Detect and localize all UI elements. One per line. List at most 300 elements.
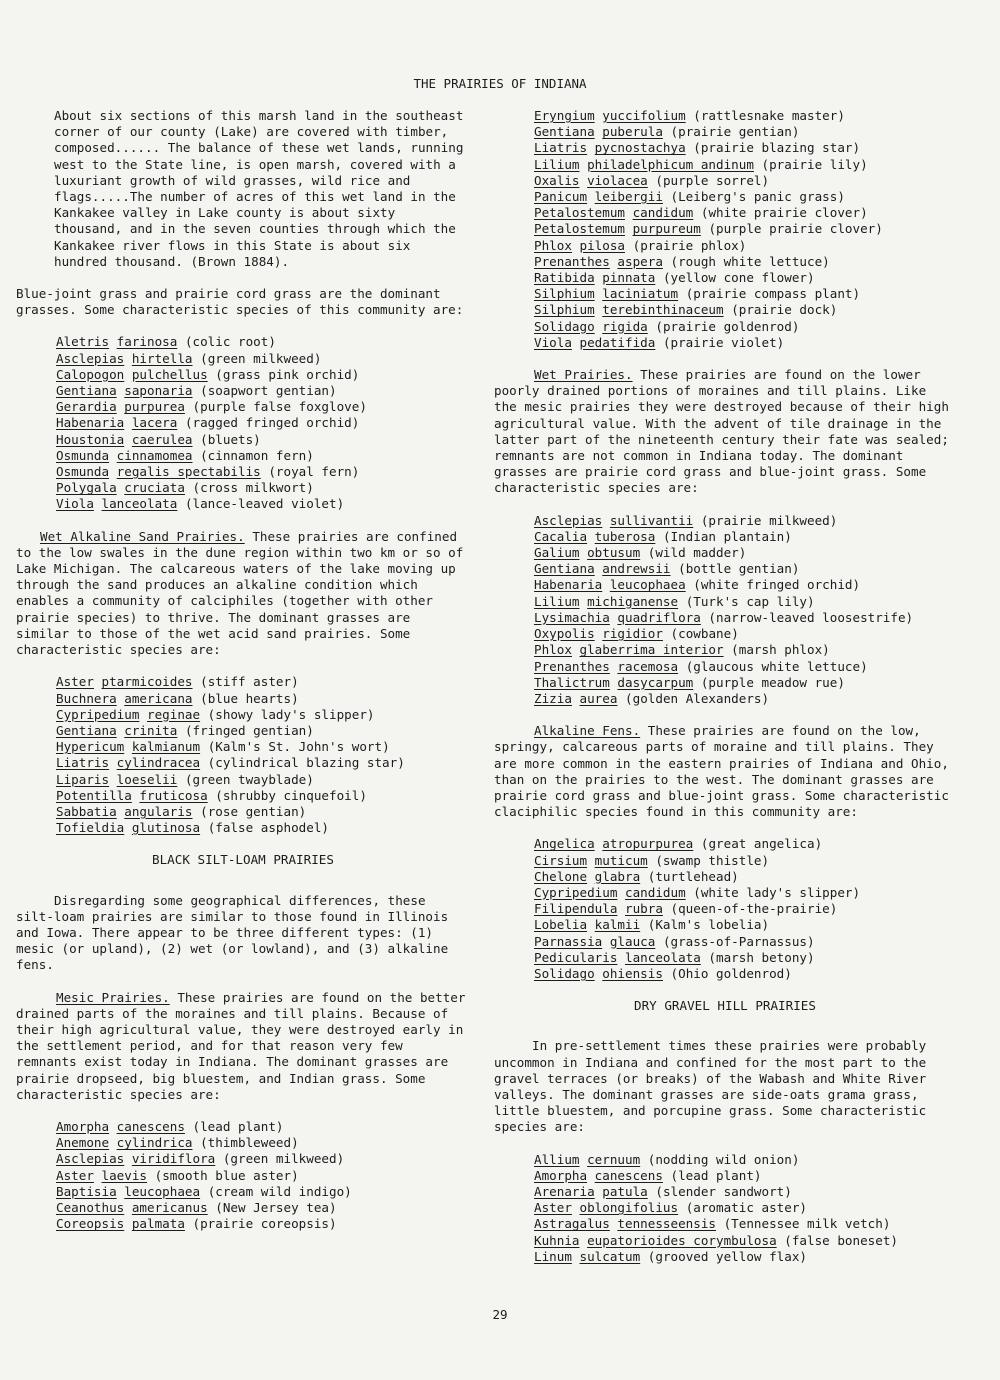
species-epithet: rigida — [602, 318, 648, 334]
genus-name: Asclepias — [56, 1151, 125, 1167]
species-list — [494, 108, 956, 351]
black-silt-paragraph: Disregarding some geographical differences, these silt-loam prairies are similar to those found in Illinois and Iowa. There appear to be three different types: (1) mesic (or upland), (2) wet (or lowland), and (3) alkaline fens. — [16, 892, 449, 973]
genus-name: Filipendula — [534, 901, 618, 917]
species-list — [16, 334, 470, 512]
section-heading: Mesic Prairies. — [56, 989, 170, 1005]
common-name: (prairie violet) — [662, 334, 785, 350]
species-item — [534, 577, 956, 593]
common-name: (yellow cone flower) — [662, 270, 815, 286]
species-item — [534, 691, 956, 707]
genus-name: Allium — [534, 1151, 580, 1167]
common-name: (prairie compass plant) — [685, 286, 861, 302]
genus-name: Solidago — [534, 965, 595, 981]
species-epithet: americana — [124, 690, 193, 706]
species-epithet: glaberrima interior — [579, 642, 724, 658]
common-name: (cowbane) — [670, 626, 739, 642]
species-epithet: pulchellus — [131, 366, 208, 382]
genus-name: Prenanthes — [534, 253, 610, 269]
species-item — [56, 755, 470, 771]
genus-name: Potentilla — [56, 787, 132, 803]
species-item — [56, 480, 470, 496]
genus-name: Solidago — [534, 318, 595, 334]
species-item — [56, 1119, 470, 1135]
common-name: (slender sandwort) — [655, 1183, 792, 1199]
species-item — [534, 626, 956, 642]
species-item — [534, 124, 956, 140]
genus-name: Sabbatia — [56, 803, 117, 819]
section-title: DRY GRAVEL HILL PRAIRIES — [634, 998, 816, 1014]
species-epithet: patula — [602, 1183, 648, 1199]
common-name: (rattlesnake master) — [693, 108, 845, 123]
species-epithet: saponaria — [124, 383, 193, 399]
species-epithet: hirtella — [131, 350, 193, 366]
common-name: (lance-leaved violet) — [184, 496, 345, 512]
common-name: (Ohio goldenrod) — [670, 965, 792, 981]
species-item — [534, 675, 956, 691]
genus-name: Habenaria — [534, 577, 603, 593]
common-name: (cinnamon fern) — [200, 447, 314, 463]
intro-paragraph: Blue-joint grass and prairie cord grass are the dominant grasses. Some characteristic species of this community are: — [16, 286, 464, 318]
species-item — [534, 642, 956, 658]
species-item — [534, 885, 956, 901]
genus-name: Osmunda — [56, 464, 110, 480]
common-name: (prairie gentian) — [670, 124, 800, 140]
common-name: (false asphodel) — [207, 820, 330, 836]
species-list — [16, 674, 470, 836]
species-item — [56, 723, 470, 739]
common-name: (rose gentian) — [200, 803, 307, 819]
wet-alkaline-paragraph: Wet Alkaline Sand Prairies. These prairies are confined to the low swales in the dune region within two km or so of Lake Michigan. The calcareous waters of the lake moving up through the sand produces an alkaline condition which enables a community of calciphiles (together with other prairie species) to thrive. The dominant grasses are similar to those of the wet acid sand prairies. Some characteristic species are: — [16, 528, 464, 658]
genus-name: Silphium — [534, 286, 595, 302]
species-item — [56, 804, 470, 820]
species-item — [56, 1135, 470, 1151]
genus-name: Coreopsis — [56, 1216, 125, 1232]
species-epithet: violacea — [587, 172, 648, 188]
common-name: (prairie phlox) — [632, 237, 747, 253]
genus-name: Arenaria — [534, 1183, 595, 1199]
common-name: (thimbleweed) — [200, 1135, 299, 1151]
species-epithet: obtusum — [587, 545, 641, 561]
species-epithet: leucophaea — [124, 1183, 201, 1199]
species-item — [534, 108, 956, 124]
common-name: (colic root) — [184, 334, 276, 350]
species-epithet: cernuum — [587, 1151, 641, 1167]
species-epithet: glutinosa — [131, 820, 201, 836]
species-item — [56, 1184, 470, 1200]
species-epithet: candidum — [625, 884, 686, 900]
species-epithet: cinnamomea — [116, 447, 193, 463]
species-item — [534, 140, 956, 156]
common-name: (narrow-leaved loosestrife) — [708, 609, 914, 625]
common-name: (stiff aster) — [200, 674, 299, 690]
species-item — [56, 448, 470, 464]
species-epithet: yuccifolium — [602, 108, 686, 123]
genus-name: Lilium — [534, 593, 580, 609]
common-name: (New Jersey tea) — [215, 1199, 337, 1215]
species-epithet: pedatifida — [579, 334, 656, 350]
species-item — [534, 254, 956, 270]
species-item — [534, 529, 956, 545]
species-epithet: leucophaea — [609, 577, 686, 593]
species-item — [534, 286, 956, 302]
common-name: (lead plant) — [192, 1118, 284, 1134]
genus-name: Liatris — [56, 755, 110, 771]
species-item — [534, 302, 956, 318]
species-epithet: quadriflora — [617, 609, 701, 625]
species-epithet: purpureum — [632, 221, 701, 237]
common-name: (purple meadow rue) — [700, 674, 845, 690]
species-item — [56, 772, 470, 788]
genus-name: Cirsium — [534, 852, 588, 868]
species-epithet: aurea — [579, 690, 618, 706]
common-name: (Kalm's St. John's wort) — [207, 739, 390, 755]
species-item — [56, 1168, 470, 1184]
common-name: (swamp thistle) — [655, 852, 770, 868]
species-epithet: angularis — [124, 803, 193, 819]
common-name: (queen-of-the-prairie) — [670, 901, 838, 917]
species-list — [494, 513, 956, 707]
species-epithet: philadelphicum andinum — [587, 156, 754, 172]
section-title: BLACK SILT-LOAM PRAIRIES — [152, 852, 334, 868]
species-epithet: tennesseensis — [617, 1216, 716, 1232]
genus-name: Lobelia — [534, 917, 588, 933]
species-epithet: leibergii — [594, 189, 663, 205]
species-epithet: canescens — [116, 1118, 185, 1134]
genus-name: Asclepias — [56, 350, 125, 366]
species-item — [534, 221, 956, 237]
species-epithet: farinosa — [116, 334, 178, 350]
species-item — [56, 399, 470, 415]
common-name: (wild madder) — [647, 545, 747, 561]
genus-name: Tofieldia — [56, 820, 125, 836]
common-name: (white fringed orchid) — [693, 577, 861, 593]
common-name: (Leiberg's panic grass) — [670, 189, 845, 205]
common-name: (white prairie clover) — [700, 205, 868, 221]
common-name: (prairie coreopsis) — [192, 1216, 337, 1232]
species-epithet: pycnostachya — [594, 140, 686, 156]
species-item — [534, 319, 956, 335]
species-epithet: rubra — [625, 901, 663, 917]
common-name: (bluets) — [200, 431, 261, 447]
common-name: (prairie lily) — [761, 156, 868, 172]
species-list — [494, 836, 956, 982]
species-epithet: ptarmicoides — [101, 674, 193, 690]
species-epithet: laciniatum — [602, 286, 679, 302]
species-epithet: purpurea — [124, 399, 185, 415]
species-item — [534, 545, 956, 561]
genus-name: Gentiana — [56, 722, 117, 738]
genus-name: Cypripedium — [534, 884, 618, 900]
genus-name: Silphium — [534, 302, 595, 318]
common-name: (ragged fringed orchid) — [184, 415, 360, 431]
genus-name: Gentiana — [534, 124, 595, 140]
genus-name: Thalictrum — [534, 674, 610, 690]
species-epithet: ohiensis — [602, 965, 663, 981]
page-title: THE PRAIRIES OF INDIANA — [413, 76, 587, 91]
genus-name: Parnassia — [534, 933, 603, 949]
common-name: (cylindrical blazing star) — [207, 755, 405, 771]
species-epithet: cylindrica — [116, 1135, 193, 1151]
species-item — [534, 934, 956, 950]
species-epithet: kalmii — [594, 917, 641, 933]
species-item — [56, 496, 470, 512]
species-item — [56, 691, 470, 707]
common-name: (green milkweed) — [222, 1151, 345, 1167]
genus-name: Astragalus — [534, 1216, 610, 1232]
species-epithet: terebinthinaceum — [602, 302, 724, 318]
common-name: (white lady's slipper) — [693, 884, 861, 900]
species-item — [534, 513, 956, 529]
species-epithet: crinita — [124, 722, 178, 738]
species-epithet: fruticosa — [139, 787, 208, 803]
genus-name: Viola — [534, 334, 572, 350]
species-item — [534, 205, 956, 221]
species-epithet: muticum — [594, 852, 648, 868]
genus-name: Oxalis — [534, 172, 580, 188]
genus-name: Phlox — [534, 642, 572, 658]
species-item — [56, 707, 470, 723]
common-name: (lead plant) — [670, 1167, 762, 1183]
common-name: (cream wild indigo) — [207, 1183, 352, 1199]
mesic-paragraph: Mesic Prairies. These prairies are found on the better drained parts of the moraines and till plains. Because of their high agricultural value, they were destroyed early in the settlement period, and for that reason very few remnants exist today in Indiana. The dominant grasses are prairie dropseed, big bluestem, and Indian grass. Some characteristic species are: — [16, 989, 466, 1102]
species-epithet: andrewsii — [602, 561, 671, 577]
common-name: (smooth blue aster) — [154, 1167, 299, 1183]
genus-name: Cypripedium — [56, 706, 140, 722]
species-item — [534, 189, 956, 205]
species-epithet: kalmianum — [131, 739, 201, 755]
species-epithet: loeselii — [116, 771, 178, 787]
genus-name: Viola — [56, 496, 94, 512]
genus-name: Liatris — [534, 140, 588, 156]
common-name: (showy lady's slipper) — [207, 706, 375, 722]
genus-name: Lysimachia — [534, 609, 610, 625]
species-epithet: palmata — [131, 1216, 185, 1232]
genus-name: Baptisia — [56, 1183, 117, 1199]
genus-name: Aster — [534, 1200, 572, 1216]
species-item — [56, 739, 470, 755]
species-item — [56, 383, 470, 399]
common-name: (great angelica) — [700, 836, 823, 852]
common-name: (grooved yellow flax) — [647, 1248, 808, 1264]
species-epithet: cylindracea — [116, 755, 201, 771]
species-epithet: atropurpurea — [602, 836, 694, 852]
species-epithet: dasycarpum — [617, 674, 694, 690]
common-name: (royal fern) — [268, 464, 360, 480]
species-item — [534, 1216, 956, 1232]
genus-name: Gentiana — [56, 383, 117, 399]
species-epithet: glauca — [609, 933, 656, 949]
common-name: (marsh betony) — [708, 949, 815, 965]
genus-name: Amorpha — [56, 1118, 110, 1134]
genus-name: Habenaria — [56, 415, 125, 431]
genus-name: Lilium — [534, 156, 580, 172]
genus-name: Zizia — [534, 690, 572, 706]
genus-name: Polygala — [56, 480, 117, 496]
common-name: (prairie milkweed) — [700, 512, 838, 528]
species-epithet: lanceolata — [625, 949, 701, 965]
species-item — [534, 1184, 956, 1200]
genus-name: Ceanothus — [56, 1199, 125, 1215]
common-name: (purple prairie clover) — [708, 221, 883, 237]
common-name: (bottle gentian) — [678, 561, 800, 577]
species-epithet: sullivantii — [609, 512, 694, 528]
species-item — [534, 1249, 956, 1265]
species-epithet: americanus — [131, 1199, 208, 1215]
common-name: (marsh phlox) — [731, 642, 830, 658]
section-heading: Alkaline Fens. — [534, 723, 641, 739]
species-item — [534, 173, 956, 189]
genus-name: Oxypolis — [534, 626, 595, 642]
common-name: (cross milkwort) — [192, 480, 314, 496]
common-name: (aromatic aster) — [685, 1200, 808, 1216]
species-item — [56, 367, 470, 383]
species-item — [56, 820, 470, 836]
species-epithet: rigidior — [602, 626, 663, 642]
species-epithet: sulcatum — [579, 1248, 641, 1264]
species-epithet: pilosa — [579, 237, 626, 253]
page-number: 29 — [492, 1307, 508, 1322]
species-epithet: tuberosa — [594, 528, 656, 544]
genus-name: Cacalia — [534, 528, 588, 544]
common-name: (purple false foxglove) — [192, 399, 367, 415]
species-item — [56, 1151, 470, 1167]
species-epithet: oblongifolius — [579, 1200, 679, 1216]
species-item — [534, 869, 956, 885]
genus-name: Hypericum — [56, 739, 125, 755]
species-epithet: eupatorioides corymbulosa — [587, 1232, 777, 1248]
genus-name: Linum — [534, 1248, 572, 1264]
common-name: (Tennessee milk vetch) — [723, 1216, 891, 1232]
genus-name: Angelica — [534, 836, 595, 852]
species-item — [534, 836, 956, 852]
genus-name: Eryngium — [534, 108, 595, 123]
common-name: (shrubby cinquefoil) — [215, 787, 367, 803]
alkaline-fens-paragraph: Alkaline Fens. These prairies are found on the low, springy, calcareous parts of moraine and till plains. They are more common in the eastern prairies of Indiana and Ohio, than on the prairies to the west. The dominant grasses are prairie cord grass and blue-joint grass. Some characteristic claciphilic species found in this community are: — [494, 723, 949, 820]
common-name: (purple sorrel) — [655, 172, 770, 188]
genus-name: Gerardia — [56, 399, 117, 415]
common-name: (glaucous white lettuce) — [685, 658, 868, 674]
common-name: (false boneset) — [784, 1232, 898, 1248]
species-item — [534, 270, 956, 286]
section-heading: Wet Alkaline Sand Prairies. — [40, 528, 245, 544]
species-item — [534, 901, 956, 917]
common-name: (rough white lettuce) — [670, 253, 830, 269]
species-epithet: candidum — [632, 205, 694, 221]
species-item — [534, 238, 956, 254]
common-name: (soapwort gentian) — [200, 383, 337, 399]
common-name: (prairie goldenrod) — [655, 318, 800, 334]
species-item — [534, 659, 956, 675]
species-item — [56, 464, 470, 480]
species-epithet: lanceolata — [101, 496, 178, 512]
species-epithet: reginae — [147, 706, 201, 722]
species-epithet: glabra — [594, 868, 641, 884]
section-heading: Wet Prairies. — [534, 367, 633, 383]
species-item — [534, 157, 956, 173]
genus-name: Aletris — [56, 334, 110, 350]
species-epithet: puberula — [602, 124, 663, 140]
species-item — [56, 788, 470, 804]
common-name: (grass pink orchid) — [215, 366, 360, 382]
common-name: (prairie dock) — [731, 302, 838, 318]
genus-name: Amorpha — [534, 1167, 588, 1183]
quote-paragraph: About six sections of this marsh land in the southeast corner of our county (Lake) are covered with timber, composed...... The balance of these wet lands, running west to the State line, is open marsh, covered with a luxuriant growth of wild grasses, wild rice and flags.....The number of acres of this wet land in the Kankakee valley in Lake county is about sixty thousand, and in the seven counties through which the Kankakee river flows in this State is about six hundred thousand. (Brown 1884). — [54, 108, 464, 269]
right-column — [494, 108, 956, 1265]
genus-name: Kuhnia — [534, 1232, 580, 1248]
species-item — [56, 432, 470, 448]
species-epithet: aspera — [617, 253, 663, 269]
common-name: (Kalm's lobelia) — [647, 917, 770, 933]
genus-name: Buchnera — [56, 690, 117, 706]
species-item — [534, 610, 956, 626]
common-name: (Turk's cap lily) — [685, 593, 815, 609]
common-name: (golden Alexanders) — [625, 690, 770, 706]
genus-name: Prenanthes — [534, 658, 610, 674]
species-epithet: viridiflora — [131, 1151, 216, 1167]
species-epithet: canescens — [594, 1167, 663, 1183]
left-column — [16, 108, 470, 1232]
common-name: (prairie blazing star) — [693, 140, 861, 156]
genus-name: Pedicularis — [534, 949, 618, 965]
genus-name: Ratibida — [534, 270, 595, 286]
species-item — [56, 1216, 470, 1232]
genus-name: Gentiana — [534, 561, 595, 577]
species-epithet: michiganense — [587, 593, 679, 609]
species-item — [534, 594, 956, 610]
common-name: (fringed gentian) — [184, 722, 314, 738]
species-epithet: regalis spectabilis — [116, 464, 261, 480]
dry-gravel-paragraph: In pre-settlement times these prairies were probably uncommon in Indiana and confined for the most part to the gravel terraces (or breaks) of the Wabash and White River valleys. The dominant grasses are side-oats grama grass, little bluestem, and porcupine grass. Some characteristic species are: — [494, 1038, 927, 1135]
species-item — [534, 1152, 956, 1168]
common-name: (nodding wild onion) — [647, 1151, 800, 1167]
genus-name: Phlox — [534, 237, 572, 253]
species-list — [494, 1152, 956, 1265]
genus-name: Chelone — [534, 868, 588, 884]
species-item — [534, 966, 956, 982]
species-item — [534, 853, 956, 869]
species-item — [534, 1233, 956, 1249]
genus-name: Osmunda — [56, 447, 110, 463]
common-name: (green milkweed) — [200, 350, 322, 366]
genus-name: Panicum — [534, 189, 588, 205]
genus-name: Liparis — [56, 771, 110, 787]
common-name: (green twayblade) — [184, 771, 314, 787]
species-list — [16, 1119, 470, 1232]
genus-name: Galium — [534, 545, 580, 561]
genus-name: Anemone — [56, 1135, 110, 1151]
species-item — [56, 334, 470, 350]
species-item — [534, 335, 956, 351]
common-name: (turtlehead) — [647, 868, 739, 884]
genus-name: Aster — [56, 1167, 94, 1183]
species-item — [534, 950, 956, 966]
species-item — [534, 561, 956, 577]
species-item — [534, 1168, 956, 1184]
species-item — [56, 351, 470, 367]
common-name: (Indian plantain) — [662, 528, 792, 544]
species-item — [56, 1200, 470, 1216]
species-item — [534, 917, 956, 933]
species-epithet: lacera — [131, 415, 178, 431]
genus-name: Calopogon — [56, 366, 125, 382]
species-epithet: pinnata — [602, 270, 656, 286]
species-epithet: caerulea — [131, 431, 193, 447]
genus-name: Houstonia — [56, 431, 125, 447]
species-item — [56, 415, 470, 431]
species-epithet: racemosa — [617, 658, 679, 674]
genus-name: Aster — [56, 674, 94, 690]
genus-name: Petalostemum — [534, 205, 625, 221]
